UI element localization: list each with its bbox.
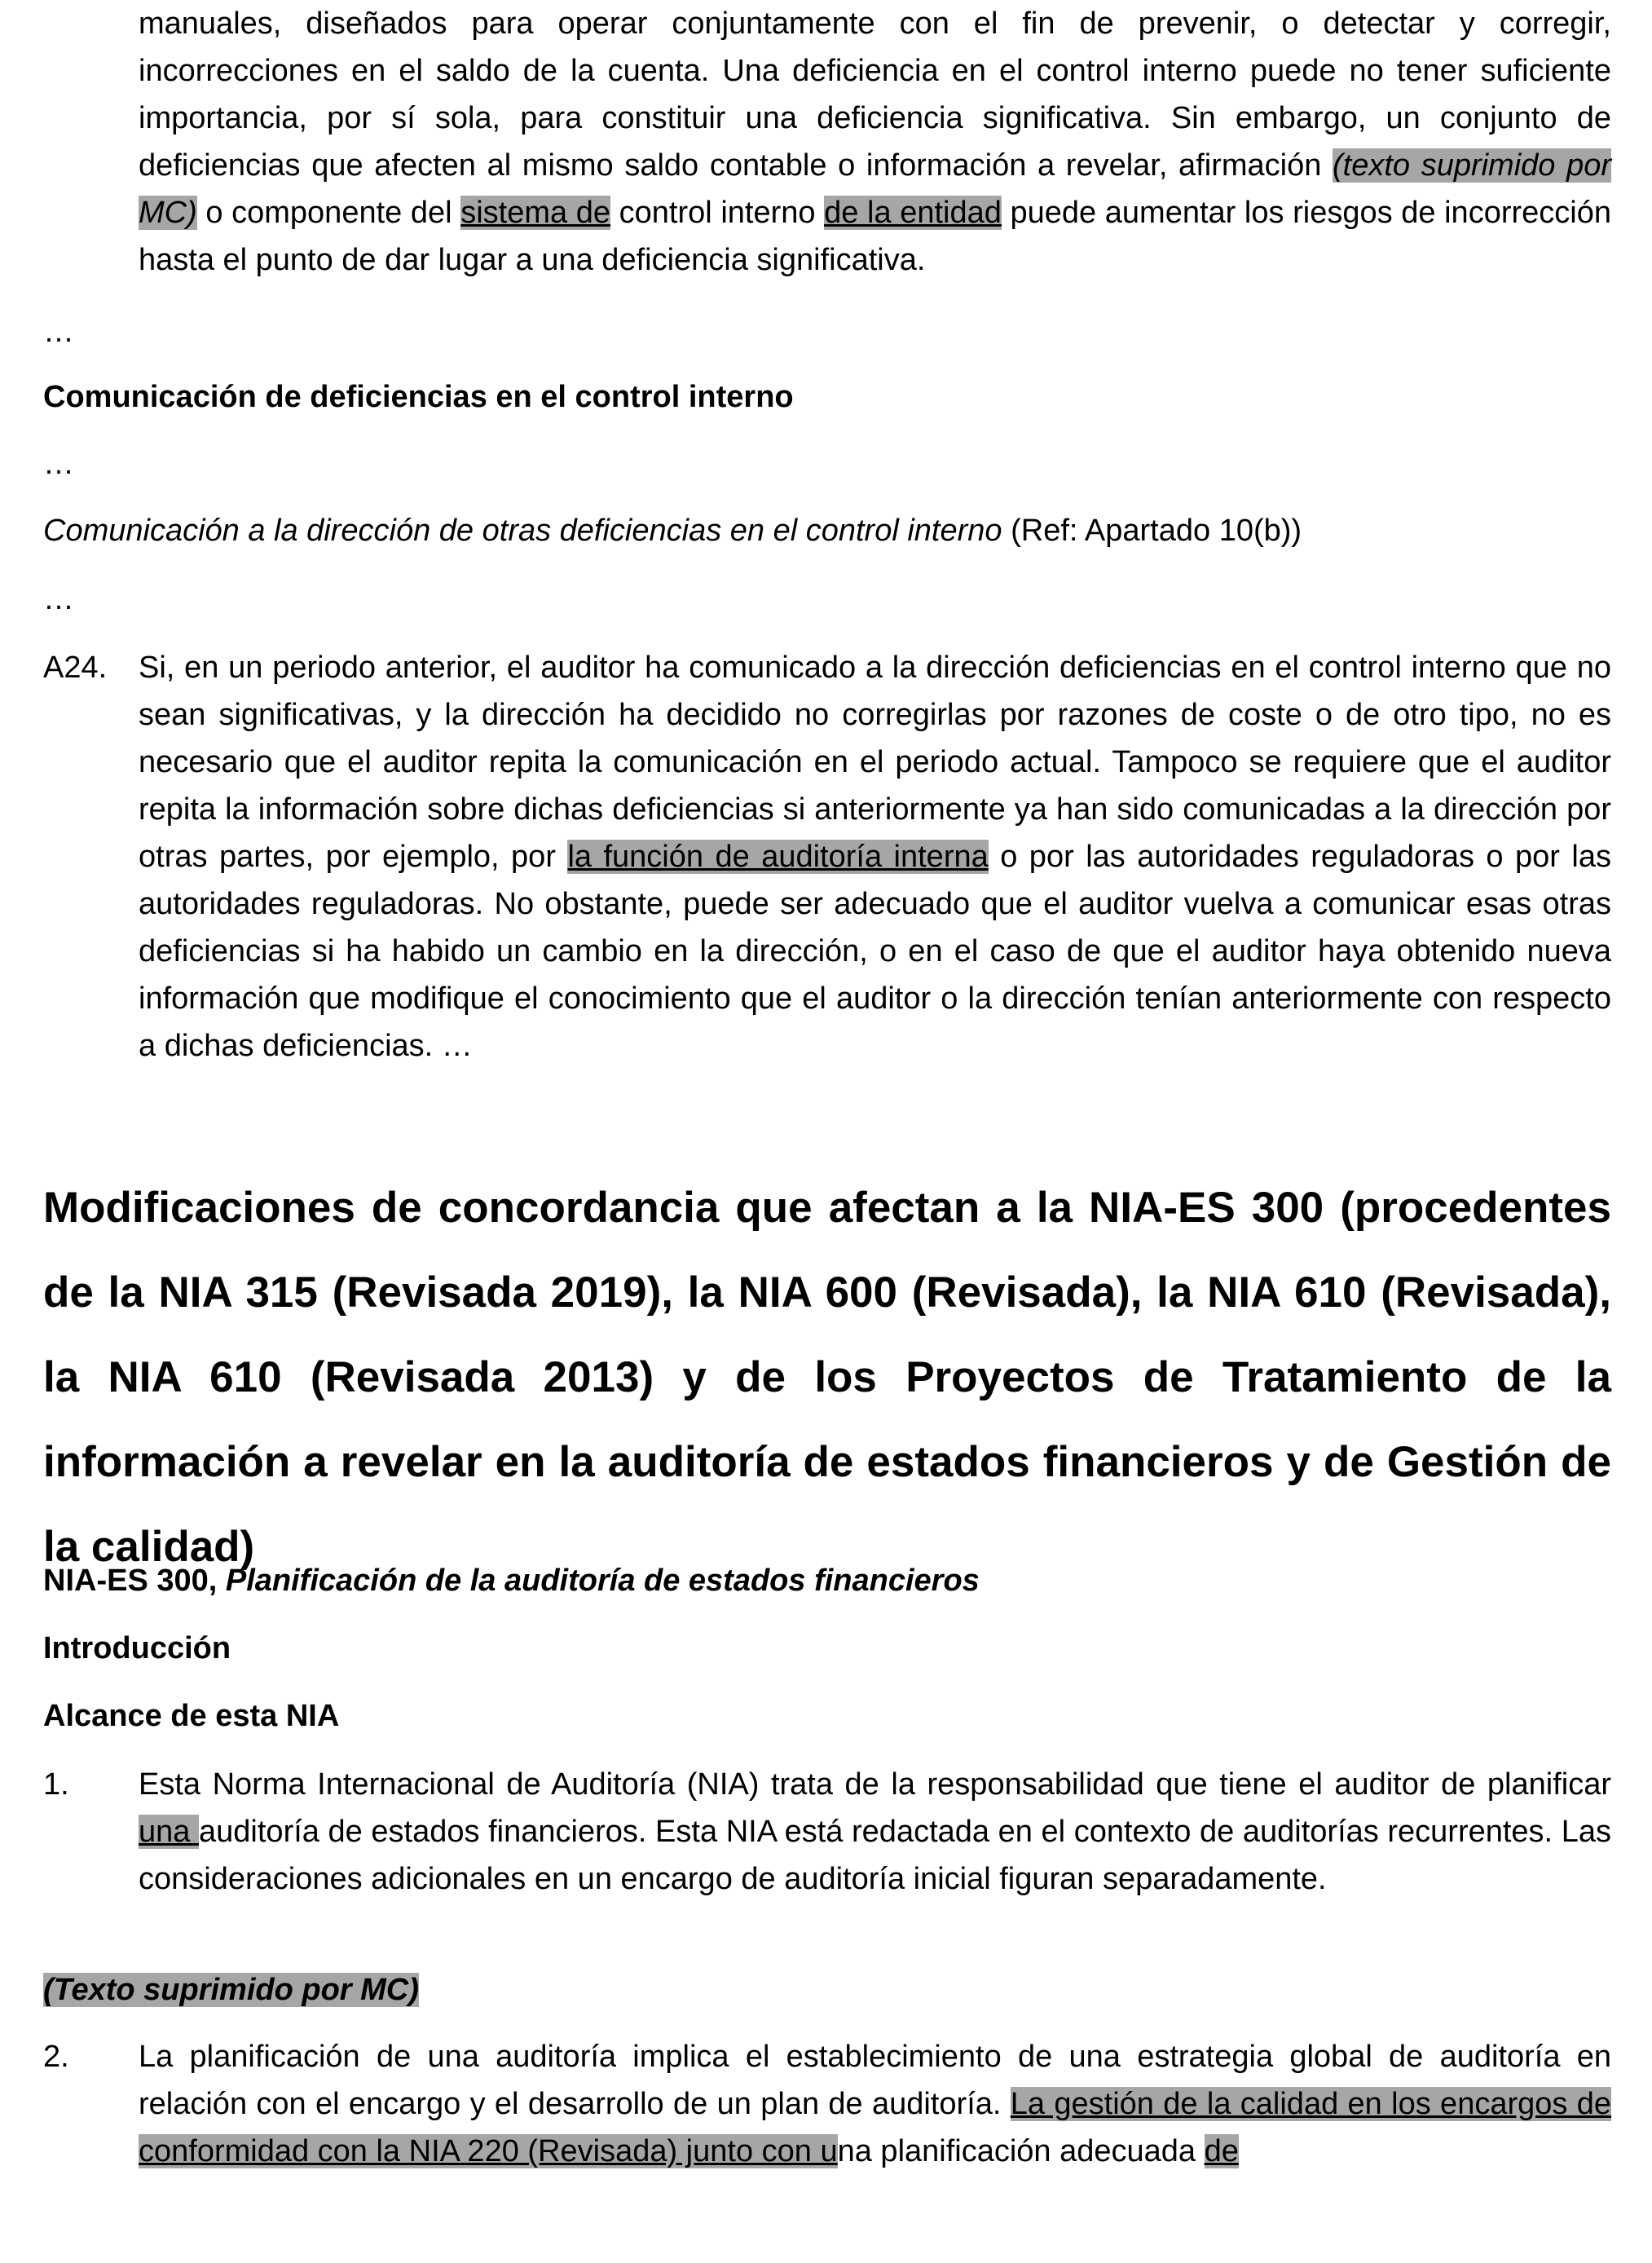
highlight-inserted-text: de <box>1204 2134 1239 2168</box>
paragraph-1 <box>139 1761 1611 1903</box>
paragraph-text: na planificación adecuada <box>837 2134 1205 2168</box>
highlight-inserted-text: La gestión de la calidad en los encargos de conformidad con la NIA 220 (Revisada) junto con u <box>139 2087 1611 2168</box>
ellipsis: … <box>43 582 74 616</box>
paragraph-text: La planificación de una auditoría implica el establecimiento de una estrategia global de auditoría en relación con el encargo y el desarrollo de un plan de auditoría. <box>139 2040 1611 2121</box>
highlight-inserted-text: de la entidad <box>824 196 1002 230</box>
highlight-deleted-text: (Texto suprimido por MC) <box>43 1973 419 2007</box>
highlight-inserted-text: la función de auditoría interna <box>567 840 989 874</box>
paragraph-number: A24. <box>43 651 108 685</box>
paragraph-2 <box>139 2033 1611 2175</box>
nia-title-prefix: NIA-ES 300, <box>43 1564 226 1598</box>
paragraph-number: 1. <box>43 1767 69 1802</box>
heading-alcance: Alcance de esta NIA <box>43 1699 340 1733</box>
ellipsis: … <box>43 447 74 481</box>
subheading-ref: (Ref: Apartado 10(b)) <box>1002 514 1302 548</box>
paragraph-text: auditoría de estados financieros. Esta NIA está redactada en el contexto de auditorías recurrentes. Las consideraciones adicionales en un encargo de auditoría inicial figuran separadamente. <box>139 1815 1612 1896</box>
section-heading: Comunicación de deficiencias en el control interno <box>43 380 794 414</box>
paragraph-a24 <box>139 644 1611 1070</box>
paragraph-text: Si, en un periodo anterior, el auditor ha comunicado a la dirección deficiencias en el control interno que no sean significativas, y la dirección ha decidido no corregirlas por razones de coste o de otro tipo, no es necesario que el auditor repita la comunicación en el periodo actual. Tampoco se requiere que el auditor repita la información sobre dichas deficiencias si anteriormente ya han sido comunicadas a la dirección por otras partes, por ejemplo, por <box>139 651 1611 874</box>
nia-title <box>43 1557 1611 1604</box>
paragraph-text: manuales, diseñados para operar conjuntamente con el fin de prevenir, o detectar y corregir, incorrecciones en el saldo de la cuenta. Una deficiencia en el control interno puede no tener suficiente importancia, por sí sola, para constituir una deficiencia significativa. Sin embargo, un conjunto de deficiencias que afecten al mismo saldo contable o información a revelar, afirmación <box>139 7 1611 183</box>
heading-introduccion: Introducción <box>43 1631 231 1665</box>
paragraph-text: control interno <box>610 196 825 230</box>
paragraph-text: Esta Norma Internacional de Auditoría (NIA) trata de la responsabilidad que tiene el auditor de planificar <box>139 1767 1611 1802</box>
subheading-italic: Comunicación a la dirección de otras deficiencias en el control interno <box>43 514 1002 548</box>
ellipsis: … <box>43 315 74 349</box>
paragraph-text: puede aumentar los riesgos de incorrección hasta el punto de dar lugar a una deficiencia significativa. <box>139 196 1611 277</box>
highlight-deleted-text: (texto suprimido por MC) <box>139 148 1611 230</box>
nia-title-italic: Planificación de la auditoría de estados financieros <box>225 1564 980 1598</box>
subheading <box>43 507 1611 554</box>
paragraph-text: o componente del <box>196 196 461 230</box>
paragraph-text: o por las autoridades reguladoras o por las autoridades reguladoras. No obstante, puede ser adecuado que el auditor vuelva a comunicar esas otras deficiencias si ha habido un cambio en la dirección, o en el caso de que el auditor haya obtenido nueva información que modifique el conocimiento que el auditor o la dirección tenían anteriormente con respecto a dichas deficiencias. … <box>139 840 1611 1063</box>
highlight-inserted-text: sistema de <box>460 196 611 230</box>
paragraph-deficiencias <box>139 0 1611 284</box>
deleted-text-note <box>43 1966 1611 2014</box>
highlight-inserted-text: una <box>139 1815 200 1849</box>
paragraph-number: 2. <box>43 2040 69 2074</box>
main-heading: Modificaciones de concordancia que afectan a la NIA-ES 300 (procedentes de la NIA 315 (Revisada 2019), la NIA 600 (Revisada), la NIA 610 (Revisada), la NIA 610 (Revisada 2013) y de los Proyectos de Tratamiento de la información a revelar en la auditoría de estados financieros y de Gestión de la calidad) <box>43 1184 1611 1571</box>
